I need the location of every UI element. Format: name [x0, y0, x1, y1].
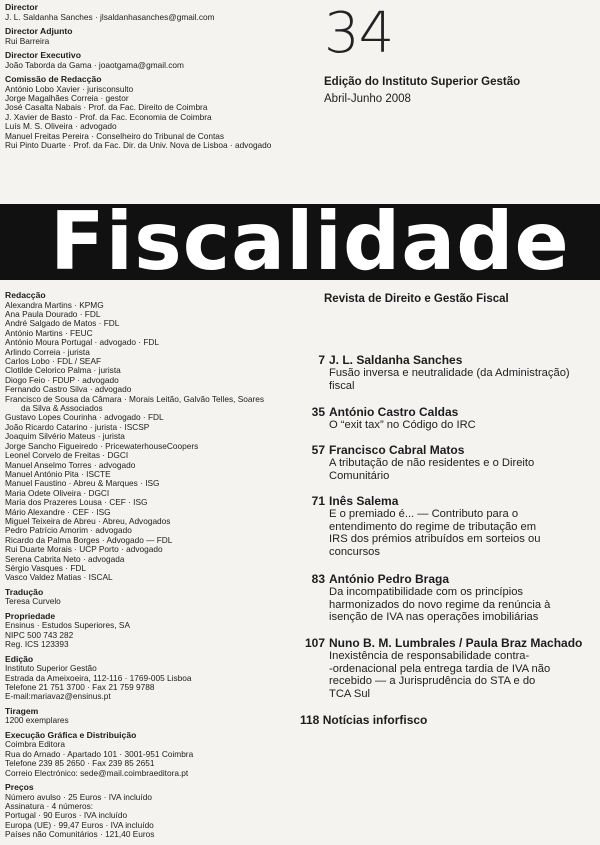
toc-author: Inês Salema [329, 494, 399, 508]
ownership-line: NIPC 500 743 282 [5, 629, 74, 640]
committee-member: José Casalta Nabais · Prof. da Fac. Direito de Coimbra [5, 102, 208, 113]
staff-member: Manuel António Pita · ISCTE [5, 468, 111, 479]
title-banner [0, 195, 600, 288]
staff-member: Serena Cabrita Neto · advogada [5, 553, 125, 564]
redaccao-block [5, 291, 295, 583]
toc-author: António Pedro Braga [329, 572, 450, 586]
committee-member: J. Xavier de Basto · Prof. da Fac. Economia de Coimbra [5, 111, 212, 122]
print-run-block [5, 707, 295, 726]
translation-label: Tradução [5, 586, 44, 597]
executive-name: João Taborda da Gama · joaotgama@gmail.com [5, 59, 184, 70]
staff-member: Leonel Corvelo de Freitas · DGCI [5, 450, 129, 461]
staff-member: André Salgado de Matos · FDL [5, 318, 120, 329]
toc-entry[interactable] [296, 443, 592, 482]
director-name: J. L. Saldanha Sanches · jlsaldanhasanches@gmail.com [5, 11, 215, 22]
staff-member: João Ricardo Catarino · jurista · ISCSP [5, 421, 150, 432]
toc-title-line: O “exit tax” no Código do IRC [329, 419, 476, 431]
staff-member: Gustavo Lopes Courinha · advogado · FDL [5, 412, 164, 423]
staff-member: Francisco de Sousa da Câmara · Morais Leitão, Galvão Telles, Soares [5, 393, 265, 404]
toc-title-line: Inexistência de responsabilidade contra- [329, 650, 530, 662]
price-line: Assinatura · 4 números: [5, 801, 94, 812]
production-line: Rua do Arnado · Apartado 101 · 3001-951 Coimbra [5, 748, 194, 759]
staff-member: Pedro Patrício Amorim · advogado [5, 525, 132, 536]
director-label: Director [5, 2, 38, 12]
executive-label: Director Executivo [5, 50, 81, 60]
toc-entry[interactable] [296, 494, 592, 558]
toc-title-line: -ordenacional pela entrega tardia de IVA não [329, 662, 551, 675]
deputy-label: Director Adjunto [5, 26, 73, 36]
director-block [5, 3, 305, 22]
staff-member: Rui Duarte Morais · UCP Porto · advogado [5, 544, 163, 555]
ownership-block [5, 612, 295, 650]
committee-member: Jorge Magalhães Correia · gestor [5, 93, 129, 103]
publisher-block [5, 655, 295, 702]
staff-member: Ricardo da Palma Borges · Advogado — FDL [5, 534, 173, 545]
toc-title-line: A tributação de não residentes e o Direito [329, 457, 535, 469]
staff-member: Miguel Teixeira de Abreu · Abreu, Advogados [5, 515, 171, 526]
toc-title-line: concursos [329, 545, 380, 558]
committee-member: Rui Pinto Duarte · Prof. da Fac. Dir. da Univ. Nova de Lisboa · advogado [5, 140, 272, 151]
toc-title-line: entendimento do regime de tributação em [329, 520, 537, 533]
toc-title-line: Comunitário [329, 469, 390, 482]
production-label: Execução Gráfica e Distribuição [5, 729, 137, 740]
staff-member: Clotilde Celorico Palma · jurista [5, 365, 121, 376]
publisher-line: Telefone 21 751 3700 · Fax 21 759 9788 [5, 682, 155, 692]
edition-label: Edição do Instituto Superior Gestão [324, 76, 521, 88]
toc-title-line: harmonizados do novo regime da renúncia à [329, 598, 551, 611]
committee-member: Luís M. S. Oliveira · advogado [5, 121, 117, 132]
toc-entry[interactable] [296, 353, 592, 392]
print-run-value: 1200 exemplares [5, 715, 69, 726]
news-title: Notícias inforfisco [322, 713, 428, 727]
staff-member: Arlindo Correia · jurista [5, 346, 90, 357]
toc-page: 83 [311, 572, 325, 586]
staff-member: Carlos Lobo · FDL / SEAF [5, 356, 102, 367]
print-run-label: Tiragem [5, 705, 39, 716]
staff-member: Ana Paula Dourado · FDL [5, 309, 101, 319]
toc-title-line: IRS dos prémios atribuídos em sorteios ou [329, 533, 541, 546]
staff-member-continued: da Silva & Associados [21, 403, 103, 414]
toc-author: António Castro Caldas [329, 405, 459, 419]
toc-page: 71 [311, 494, 325, 508]
staff-member: Mário Alexandre · CEF · ISG [5, 506, 111, 517]
staff-member: António Martins · FEUC [5, 327, 93, 338]
toc-page: 57 [311, 443, 325, 457]
staff-member: Vasco Valdez Matias · ISCAL [5, 572, 113, 583]
ownership-line: Ensinus · Estudos Superiores, SA [5, 620, 130, 631]
toc-page: 7 [318, 353, 325, 367]
deputy-block [5, 27, 305, 46]
publisher-line: E-mail:mariavaz@ensinus.pt [5, 691, 111, 702]
toc-author: J. L. Saldanha Sanches [329, 353, 463, 367]
toc-title-line: fiscal [329, 379, 355, 392]
staff-member: Maria dos Prazeres Lousa · CEF · ISG [5, 497, 148, 508]
toc-title-line: isenção de IVA nas operações imobiliárias [329, 611, 539, 624]
issue-number: 34 [324, 1, 394, 66]
translator: Teresa Curvelo [5, 596, 61, 607]
executive-block [5, 51, 305, 70]
staff-member: Diogo Feio · FDUP · advogado [5, 374, 119, 385]
production-line: Correio Electrónico: sede@mail.coimbraeditora.pt [5, 767, 189, 778]
toc-title-line: Fusão inversa e neutralidade (da Administração) [329, 367, 570, 379]
staff-credits [5, 291, 295, 845]
toc-author: Francisco Cabral Matos [329, 443, 465, 457]
publisher-line: Estrada da Ameixoeira, 112-116 · 1769-005 Lisboa [5, 672, 192, 683]
toc-page: 107 [304, 636, 325, 650]
toc-title-line: Da incompatibilidade com os princípios [329, 586, 524, 598]
staff-member: Joaquim Silvério Mateus · jurista [5, 431, 125, 442]
issue-period: Abril-Junho 2008 [324, 93, 411, 105]
toc-entry[interactable] [296, 636, 592, 700]
staff-member: Sérgio Vasques · FDL [5, 562, 87, 573]
ownership-label: Propriedade [5, 610, 56, 621]
staff-member: Alexandra Martins · KPMG [5, 299, 104, 310]
price-line: Número avulso · 25 Euros · IVA incluído [5, 791, 152, 802]
staff-member: Fernando Castro Silva · advogado [5, 384, 132, 395]
price-line: Portugal · 90 Euros · IVA incluído [5, 810, 128, 821]
toc-news-entry[interactable] [300, 713, 427, 727]
production-line: Telefone 239 85 2650 · Fax 239 85 2651 [5, 758, 155, 769]
toc-entry[interactable] [296, 405, 592, 432]
toc-title-line: TCA Sul [329, 687, 371, 700]
magazine-title: Fiscalidade [50, 195, 570, 288]
staff-member: Manuel Anselmo Torres · advogado [5, 459, 136, 470]
staff-member: Manuel Faustino · Abreu & Marques · ISG [5, 478, 160, 489]
staff-member: António Moura Portugal · advogado · FDL [5, 337, 160, 348]
toc-title-line: E o premiado é... — Contributo para o [329, 508, 519, 520]
publisher-label: Edição [5, 653, 34, 664]
committee-block [5, 75, 305, 150]
redaccao-label: Redacção [5, 290, 46, 300]
staff-member: Jorge Sancho Figueiredo · PricewaterhouseCoopers [5, 440, 199, 451]
committee-member: António Lobo Xavier · jurisconsulto [5, 83, 134, 94]
toc-author: Nuno B. M. Lumbrales / Paula Braz Machado [329, 636, 583, 650]
committee-member: Manuel Freitas Pereira · Conselheiro do Tribunal de Contas [5, 130, 225, 141]
toc-page: 35 [311, 405, 325, 419]
price-line: Países não Comunitários · 121,40 Euros [5, 829, 155, 840]
production-block [5, 731, 295, 778]
publisher-line: Instituto Superior Gestão [5, 663, 97, 674]
price-line: Europa (UE) · 99,47 Euros · IVA incluído [5, 819, 154, 830]
production-line: Coimbra Editora [5, 739, 65, 750]
masthead [5, 3, 305, 155]
staff-member: Maria Odete Oliveira · DGCI [5, 487, 110, 498]
prices-block [5, 783, 295, 840]
toc-entry[interactable] [296, 572, 592, 624]
magazine-subtitle: Revista de Direito e Gestão Fiscal [324, 293, 509, 305]
ownership-line: Reg. ICS 123393 [5, 639, 69, 650]
deputy-name: Rui Barreira [5, 35, 50, 46]
translation-block [5, 588, 295, 607]
toc-title-line: recebido — a Jurisprudência do STA e do [329, 675, 536, 688]
prices-label: Preços [5, 782, 34, 793]
news-page: 118 [300, 713, 320, 727]
committee-label: Comissão de Redacção [5, 74, 102, 84]
